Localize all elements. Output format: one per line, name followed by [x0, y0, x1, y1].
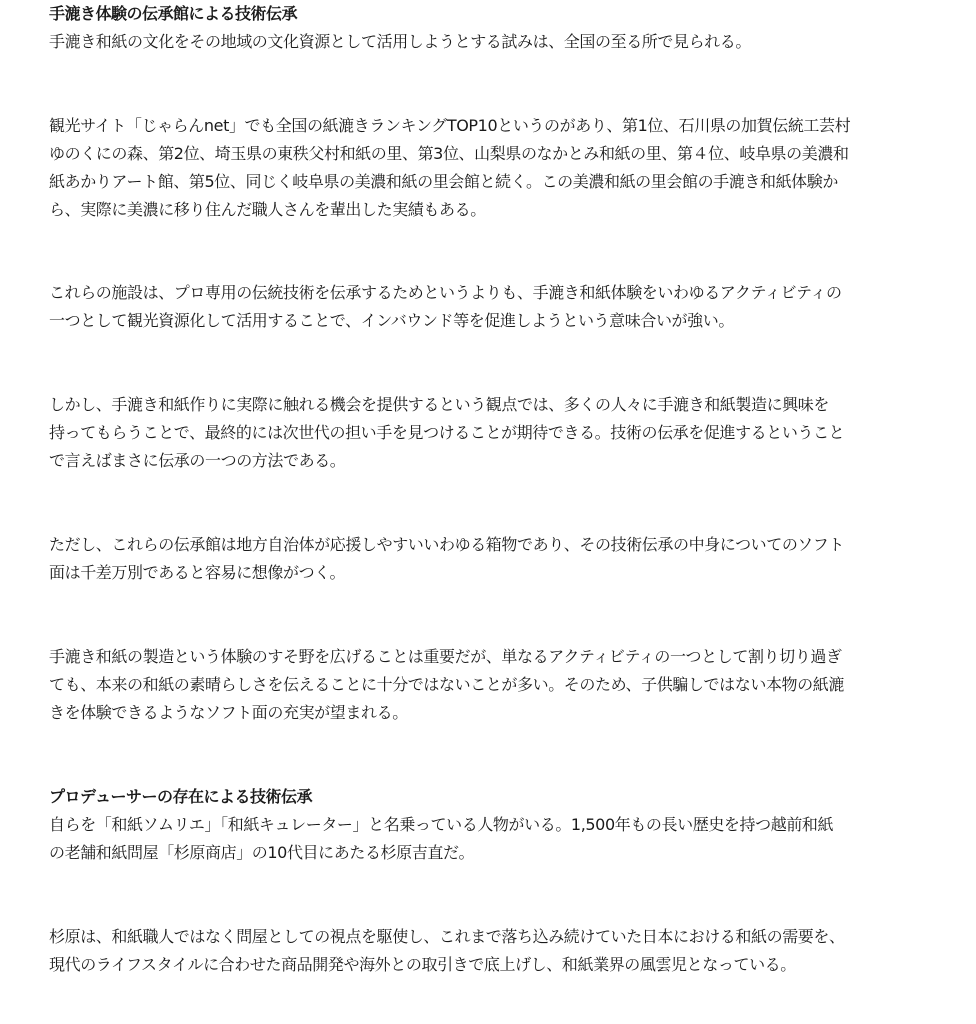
- text-line: 紙あかりアート館、第5位、同じく岐阜県の美濃和紙の里会館と続く。この美濃和紙の里会館の手漉き和紙体験か: [49, 172, 838, 191]
- paragraph-2-1: [49, 811, 949, 867]
- text-line: 面は千差万別であると容易に想像がつく。: [49, 563, 346, 582]
- section-heading-2: プロデューサーの存在による技術伝承: [49, 787, 313, 806]
- text-line: 杉原は、和紙職人ではなく問屋としての視点を駆使し、これまで落ち込み続けていた日本における和紙の需要を、: [49, 927, 845, 946]
- paragraph-1-2: [49, 112, 949, 224]
- text-line: で言えばまさに伝承の一つの方法である。: [49, 451, 346, 470]
- section-heading-1: 手漉き体験の伝承館による技術伝承: [49, 4, 298, 23]
- text-line: ても、本来の和紙の素晴らしさを伝えることに十分ではないことが多い。そのため、子供騙しではない本物の紙漉: [49, 675, 844, 694]
- paragraph-1-1: [49, 28, 949, 56]
- paragraph-1-6: [49, 643, 949, 727]
- text-line: きを体験できるようなソフト面の充実が望まれる。: [49, 703, 408, 722]
- text-line: ゆのくにの森、第2位、埼玉県の東秩父村和紙の里、第3位、山梨県のなかとみ和紙の里、第４位、岐阜県の美濃和: [49, 144, 849, 163]
- text-line: しかし、手漉き和紙作りに実際に触れる機会を提供するという観点では、多くの人々に手漉き和紙製造に興味を: [49, 395, 830, 414]
- paragraph-1-5: [49, 531, 949, 587]
- text-line: 持ってもらうことで、最終的には次世代の担い手を見つけることが期待できる。技術の伝承を促進するということ: [49, 423, 845, 442]
- paragraph-1-4: [49, 391, 949, 475]
- text-line: これらの施設は、プロ専用の伝統技術を伝承するためというよりも、手漉き和紙体験をいわゆるアクティビティの: [49, 283, 842, 302]
- text-line: 一つとして観光資源化して活用することで、インバウンド等を促進しようという意味合いが強い。: [49, 311, 734, 330]
- text-line: 手漉き和紙の文化をその地域の文化資源として活用しようとする試みは、全国の至る所で見られる。: [49, 32, 752, 51]
- text-line: 自らを「和紙ソムリエ」「和紙キュレーター」と名乗っている人物がいる。1,500年もの長い歴史を持つ越前和紙: [49, 815, 834, 834]
- text-line: 手漉き和紙の製造という体験のすそ野を広げることは重要だが、単なるアクティビティの一つとして割り切り過ぎ: [49, 647, 842, 666]
- text-line: ただし、これらの伝承館は地方自治体が応援しやすいいわゆる箱物であり、その技術伝承の中身についてのソフト: [49, 535, 844, 554]
- text-line: の老舗和紙問屋「杉原商店」の10代目にあたる杉原吉直だ。: [49, 843, 475, 862]
- text-line: ら、実際に美濃に移り住んだ職人さんを輩出した実績もある。: [49, 200, 486, 219]
- text-line: 観光サイト「じゃらんnet」でも全国の紙漉きランキングTOP10というのがあり、第1位、石川県の加賀伝統工芸村: [49, 116, 851, 135]
- paragraph-1-3: [49, 279, 949, 335]
- paragraph-2-2: [49, 923, 949, 979]
- text-line: 現代のライフスタイルに合わせた商品開発や海外との取引きで底上げし、和紙業界の風雲児となっている。: [49, 955, 796, 974]
